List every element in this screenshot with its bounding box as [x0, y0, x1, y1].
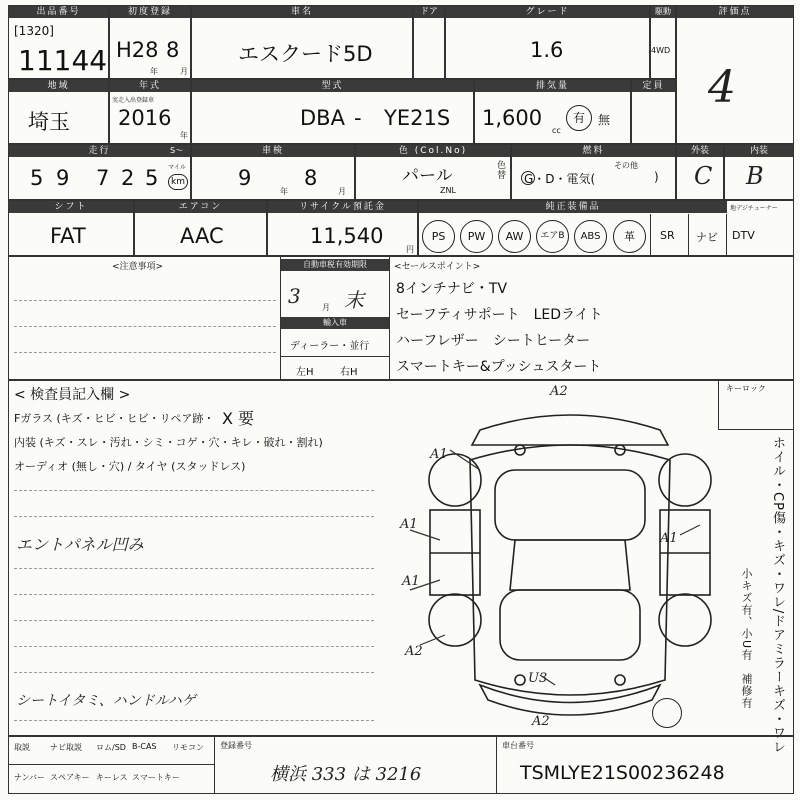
bottom-label-spare-key: スペアキー: [50, 773, 90, 782]
side-text-1: ホイル・CP傷・キズ・ワレ/ドアミラーキズ・ワレ: [770, 436, 785, 755]
shaken-year-unit: 年: [280, 187, 288, 196]
grade-value: 1.6: [530, 38, 564, 62]
fuel-close: ): [654, 170, 659, 184]
model-year-header: 年式: [110, 80, 190, 92]
lot-header: 出品番号: [9, 6, 108, 18]
first-reg-year-unit: 年: [150, 67, 158, 76]
aircon-header: エアコン: [135, 201, 266, 213]
grade-header: グレード: [446, 6, 649, 18]
sales-header: <セールスポイント>: [394, 262, 481, 272]
recycle-unit: 円: [406, 245, 414, 254]
model-year-unit: 年: [180, 131, 188, 140]
mileage-header: 走行: [9, 145, 190, 157]
mileage-unit-mile: マイル: [168, 164, 186, 171]
equip-pw: PW: [460, 220, 493, 253]
region-header: 地域: [9, 80, 108, 92]
shift-header: シフト: [9, 201, 133, 213]
bottom-label-bcas: B-CAS: [132, 742, 157, 751]
lot-prefix: [1320]: [14, 24, 54, 38]
model-year-value: 2016: [118, 106, 172, 130]
mileage-unit-km: km: [168, 174, 188, 190]
drive-value: 4WD: [651, 46, 671, 55]
car-name-header: 車名: [192, 6, 412, 18]
equip-dtv: DTV: [732, 229, 755, 242]
inspector-header: < 検査員記入欄 >: [14, 387, 131, 403]
equip-navi: ナビ: [696, 231, 718, 244]
damage-mark-fl: A1: [430, 447, 448, 462]
sales-point-3: ハーフレザー シートヒーター: [396, 333, 591, 349]
car-name: エスクード5D: [238, 42, 373, 66]
aircon-value: AAC: [180, 224, 224, 248]
first-reg-month-unit: 月: [180, 67, 188, 76]
damage-mark-right: A1: [660, 531, 678, 546]
sales-point-4: スマートキー&プッシュスタート: [396, 359, 602, 375]
first-reg-header: 初度登録: [110, 6, 190, 18]
pr-end: 末: [344, 288, 364, 312]
model-header: 型式: [192, 80, 473, 92]
exterior-grade: C: [694, 162, 713, 190]
bottom-label-remote: リモコン: [172, 743, 204, 752]
interior-header: 内装: [725, 145, 793, 157]
pr-month-unit: 月: [322, 303, 330, 312]
equip-sr: SR: [660, 229, 675, 242]
equipment-extra-label: 地デジチューナー: [730, 205, 778, 212]
pr-value: 3: [288, 284, 301, 308]
fuel-other: その他: [614, 161, 638, 170]
equip-airbag: エアB: [536, 220, 569, 253]
pr-header: 自動車税有効期限: [281, 259, 389, 271]
mileage-digit-5: 5: [145, 166, 159, 190]
damage-mark-rl: A2: [405, 644, 423, 659]
hand-note-1: エントパネル凹み: [16, 535, 144, 554]
shaken-year: 9: [238, 166, 252, 190]
sales-point-1: 8インチナビ・TV: [396, 281, 508, 297]
mileage-digit-1: 5: [30, 166, 44, 190]
damage-mark-rear: A2: [532, 714, 550, 729]
fuel-options: G・D・電気(: [524, 172, 596, 186]
chassis-header: 車台番号: [502, 741, 534, 750]
score-value: 4: [708, 62, 736, 113]
equip-leather: 革: [613, 220, 646, 253]
color-name: パール: [402, 166, 453, 186]
car-diagram: [400, 384, 720, 735]
first-reg-month: 8: [166, 38, 180, 62]
notes-header: <注意事項>: [112, 262, 164, 272]
bottom-label-keyless: キーレス: [96, 773, 128, 782]
mileage-digit-3: 7: [96, 166, 110, 190]
damage-mark-left-door: A1: [400, 517, 418, 532]
damage-mark-front: A2: [550, 384, 568, 399]
mileage-digit-4: 2: [121, 166, 135, 190]
bottom-label-smartkey: スマートキー: [132, 773, 180, 782]
equip-abs: ABS: [574, 220, 607, 253]
lot-number: 11144: [18, 44, 108, 77]
inspector-line-2: 内装 (キズ・スレ・汚れ・シミ・コゲ・穴・キレ・破れ・割れ): [14, 436, 323, 449]
reg-no-value: 横浜 333 は 3216: [270, 764, 422, 785]
model-prefix: DBA: [300, 106, 345, 130]
import-header: 輸入車: [281, 317, 389, 329]
shaken-month: 8: [304, 166, 318, 190]
shaken-header: 車検: [192, 145, 354, 157]
bottom-label-rom: ロム/SD: [96, 743, 126, 752]
equip-ps: PS: [422, 220, 455, 253]
color-header: 色 (Col.No): [356, 145, 510, 157]
drive-header: 駆動: [651, 6, 675, 18]
inspector-line-3: オーディオ (無し・穴) / タイヤ (スタッドレス): [14, 460, 246, 473]
pr-dealer: ディーラー・並行: [290, 341, 370, 352]
displacement-unit: cc: [552, 126, 561, 135]
color-change-label: 色替: [495, 160, 505, 180]
damage-mark-left-rear: A1: [402, 574, 420, 589]
damage-mark-rear-bumper: U3: [528, 671, 548, 686]
recycle-value: 11,540: [310, 224, 384, 248]
shift-value: FAT: [50, 224, 86, 248]
key-lock-header: キーロック: [726, 384, 766, 393]
model-year-note: 実走入出登録車: [112, 97, 155, 104]
pr-left-h: 左H: [296, 367, 314, 378]
mileage-digit-2: 9: [56, 166, 70, 190]
mileage-s-label: S〜: [170, 146, 184, 155]
displacement-value: 1,600: [482, 106, 543, 130]
shaken-month-unit: 月: [338, 187, 346, 196]
fuel-header: 燃料: [512, 145, 675, 157]
score-header: 評価点: [677, 6, 793, 18]
inspector-line-1: Fガラス (キズ・ヒビ・ヒビ・リペア跡・: [14, 412, 215, 425]
recycle-header: リサイクル預託金: [268, 201, 417, 213]
exterior-header: 外装: [677, 145, 723, 157]
reg-no-header: 登録番号: [220, 741, 252, 750]
sales-point-2: セーフティサポート LEDライト: [396, 307, 603, 323]
windshield-mark: X 要: [222, 409, 255, 428]
pr-right-h: 右H: [340, 367, 358, 378]
hand-note-2: シートイタミ、ハンドルハゲ: [16, 693, 196, 709]
side-text-2: 小キズ有、小U有 補修有: [740, 568, 753, 710]
first-reg-era: H28: [116, 38, 159, 62]
interior-grade: B: [746, 162, 764, 190]
region-value: 埼玉: [28, 110, 70, 134]
turbo-yes-circle: 有: [566, 105, 592, 131]
capacity-header: 定員: [632, 80, 675, 92]
bottom-label-manual: 取説: [14, 743, 30, 752]
displacement-header: 排気量: [475, 80, 630, 92]
color-code: ZNL: [440, 186, 456, 195]
spare-circle: [652, 698, 682, 728]
equip-aw: AW: [498, 220, 531, 253]
model-code: YE21S: [384, 106, 451, 130]
model-sep: -: [354, 106, 362, 130]
doors-header: ドア: [414, 6, 444, 18]
bottom-label-navi: ナビ取説: [50, 743, 82, 752]
equipment-header: 純正装備品: [419, 201, 727, 213]
turbo-no: 無: [598, 113, 611, 127]
bottom-label-plate: ナンバー: [14, 773, 46, 782]
chassis-value: TSMLYE21S00236248: [520, 762, 725, 784]
